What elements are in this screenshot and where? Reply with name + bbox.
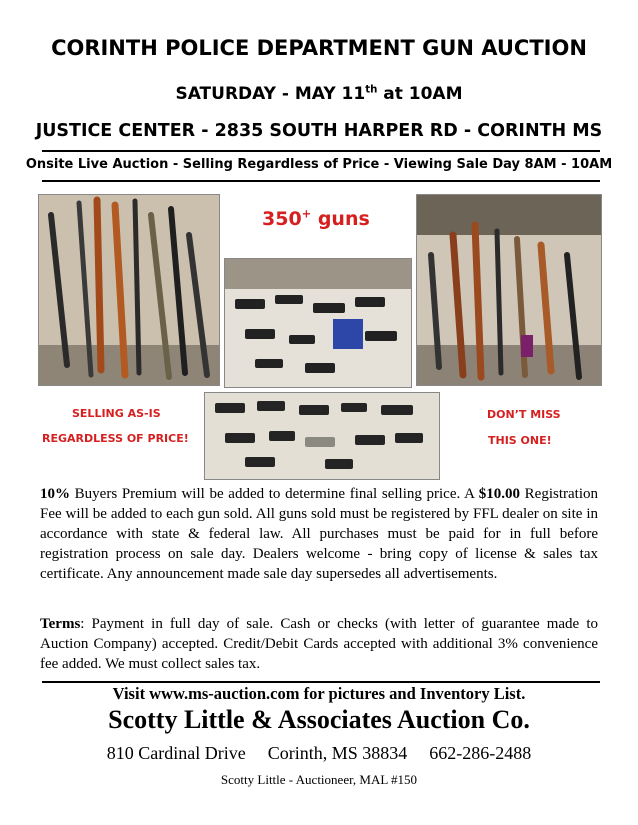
photo-rifles-left bbox=[38, 194, 220, 386]
premium-text-1: Buyers Premium will be added to determine final selling price. A bbox=[70, 486, 479, 502]
address: 810 Cardinal Drive bbox=[106, 743, 246, 763]
auction-title: CORINTH POLICE DEPARTMENT GUN AUCTION bbox=[51, 36, 587, 60]
city: Corinth, MS 38834 bbox=[267, 743, 408, 763]
company-name: Scotty Little & Associates Auction Co. bbox=[108, 705, 530, 734]
premium-bold: 10% bbox=[40, 486, 70, 502]
photo-handguns-table bbox=[224, 258, 412, 388]
rule-bottom bbox=[42, 681, 600, 683]
gun-count-sup: + bbox=[301, 206, 312, 221]
terms-paragraph bbox=[40, 614, 598, 674]
rule-subtitle bbox=[42, 180, 600, 182]
terms-bold: Terms bbox=[40, 616, 81, 632]
date-prefix: SATURDAY - MAY 11 bbox=[175, 84, 366, 104]
date-suffix: at 10AM bbox=[377, 84, 463, 104]
gun-count bbox=[262, 208, 370, 230]
terms-text: : Payment in full day of sale. Cash or checks (with letter of guarantee made to Auction Company) accepted. Credit/Debit Cards accepted with additional 3% convenience fee added. We must collect sales tax. bbox=[40, 616, 598, 672]
phone: 662-286-2488 bbox=[429, 743, 532, 763]
fee-bold: $10.00 bbox=[478, 486, 520, 502]
gun-count-suffix: guns bbox=[311, 208, 370, 230]
auction-location: JUSTICE CENTER - 2835 SOUTH HARPER RD - CORINTH MS bbox=[35, 121, 603, 141]
photo-pistols-table bbox=[204, 392, 440, 480]
dont-miss-line2: THIS ONE! bbox=[488, 434, 552, 447]
dont-miss-line1: DON’T MISS bbox=[487, 408, 561, 421]
as-is-line1: SELLING AS-IS bbox=[72, 407, 161, 420]
auctioneer-line: Scotty Little - Auctioneer, MAL #150 bbox=[220, 772, 418, 787]
photo-rifles-right bbox=[416, 194, 602, 386]
as-is-line2: REGARDLESS OF PRICE! bbox=[42, 432, 189, 445]
premium-text-2: Registration Fee will be added to each gun sold. All guns sold must be registered by FFL dealer on site in accordance with state & federal law. All purchases must be paid for in full before registration process on sale day. Dealers welcome - bring copy of license & sales tax certificate. Any announcement made sale day supersedes all advertisements. bbox=[40, 486, 598, 582]
gun-count-number: 350 bbox=[262, 208, 302, 230]
website-line: Visit www.ms-auction.com for pictures and Inventory List. bbox=[112, 684, 526, 703]
auction-date bbox=[0, 84, 638, 104]
rule-top bbox=[42, 150, 600, 152]
contact-line bbox=[0, 743, 638, 764]
auction-subtitle: Onsite Live Auction - Selling Regardless of Price - Viewing Sale Day 8AM - 10AM bbox=[25, 157, 613, 172]
date-sup: th bbox=[365, 84, 378, 96]
premium-paragraph bbox=[40, 484, 598, 584]
